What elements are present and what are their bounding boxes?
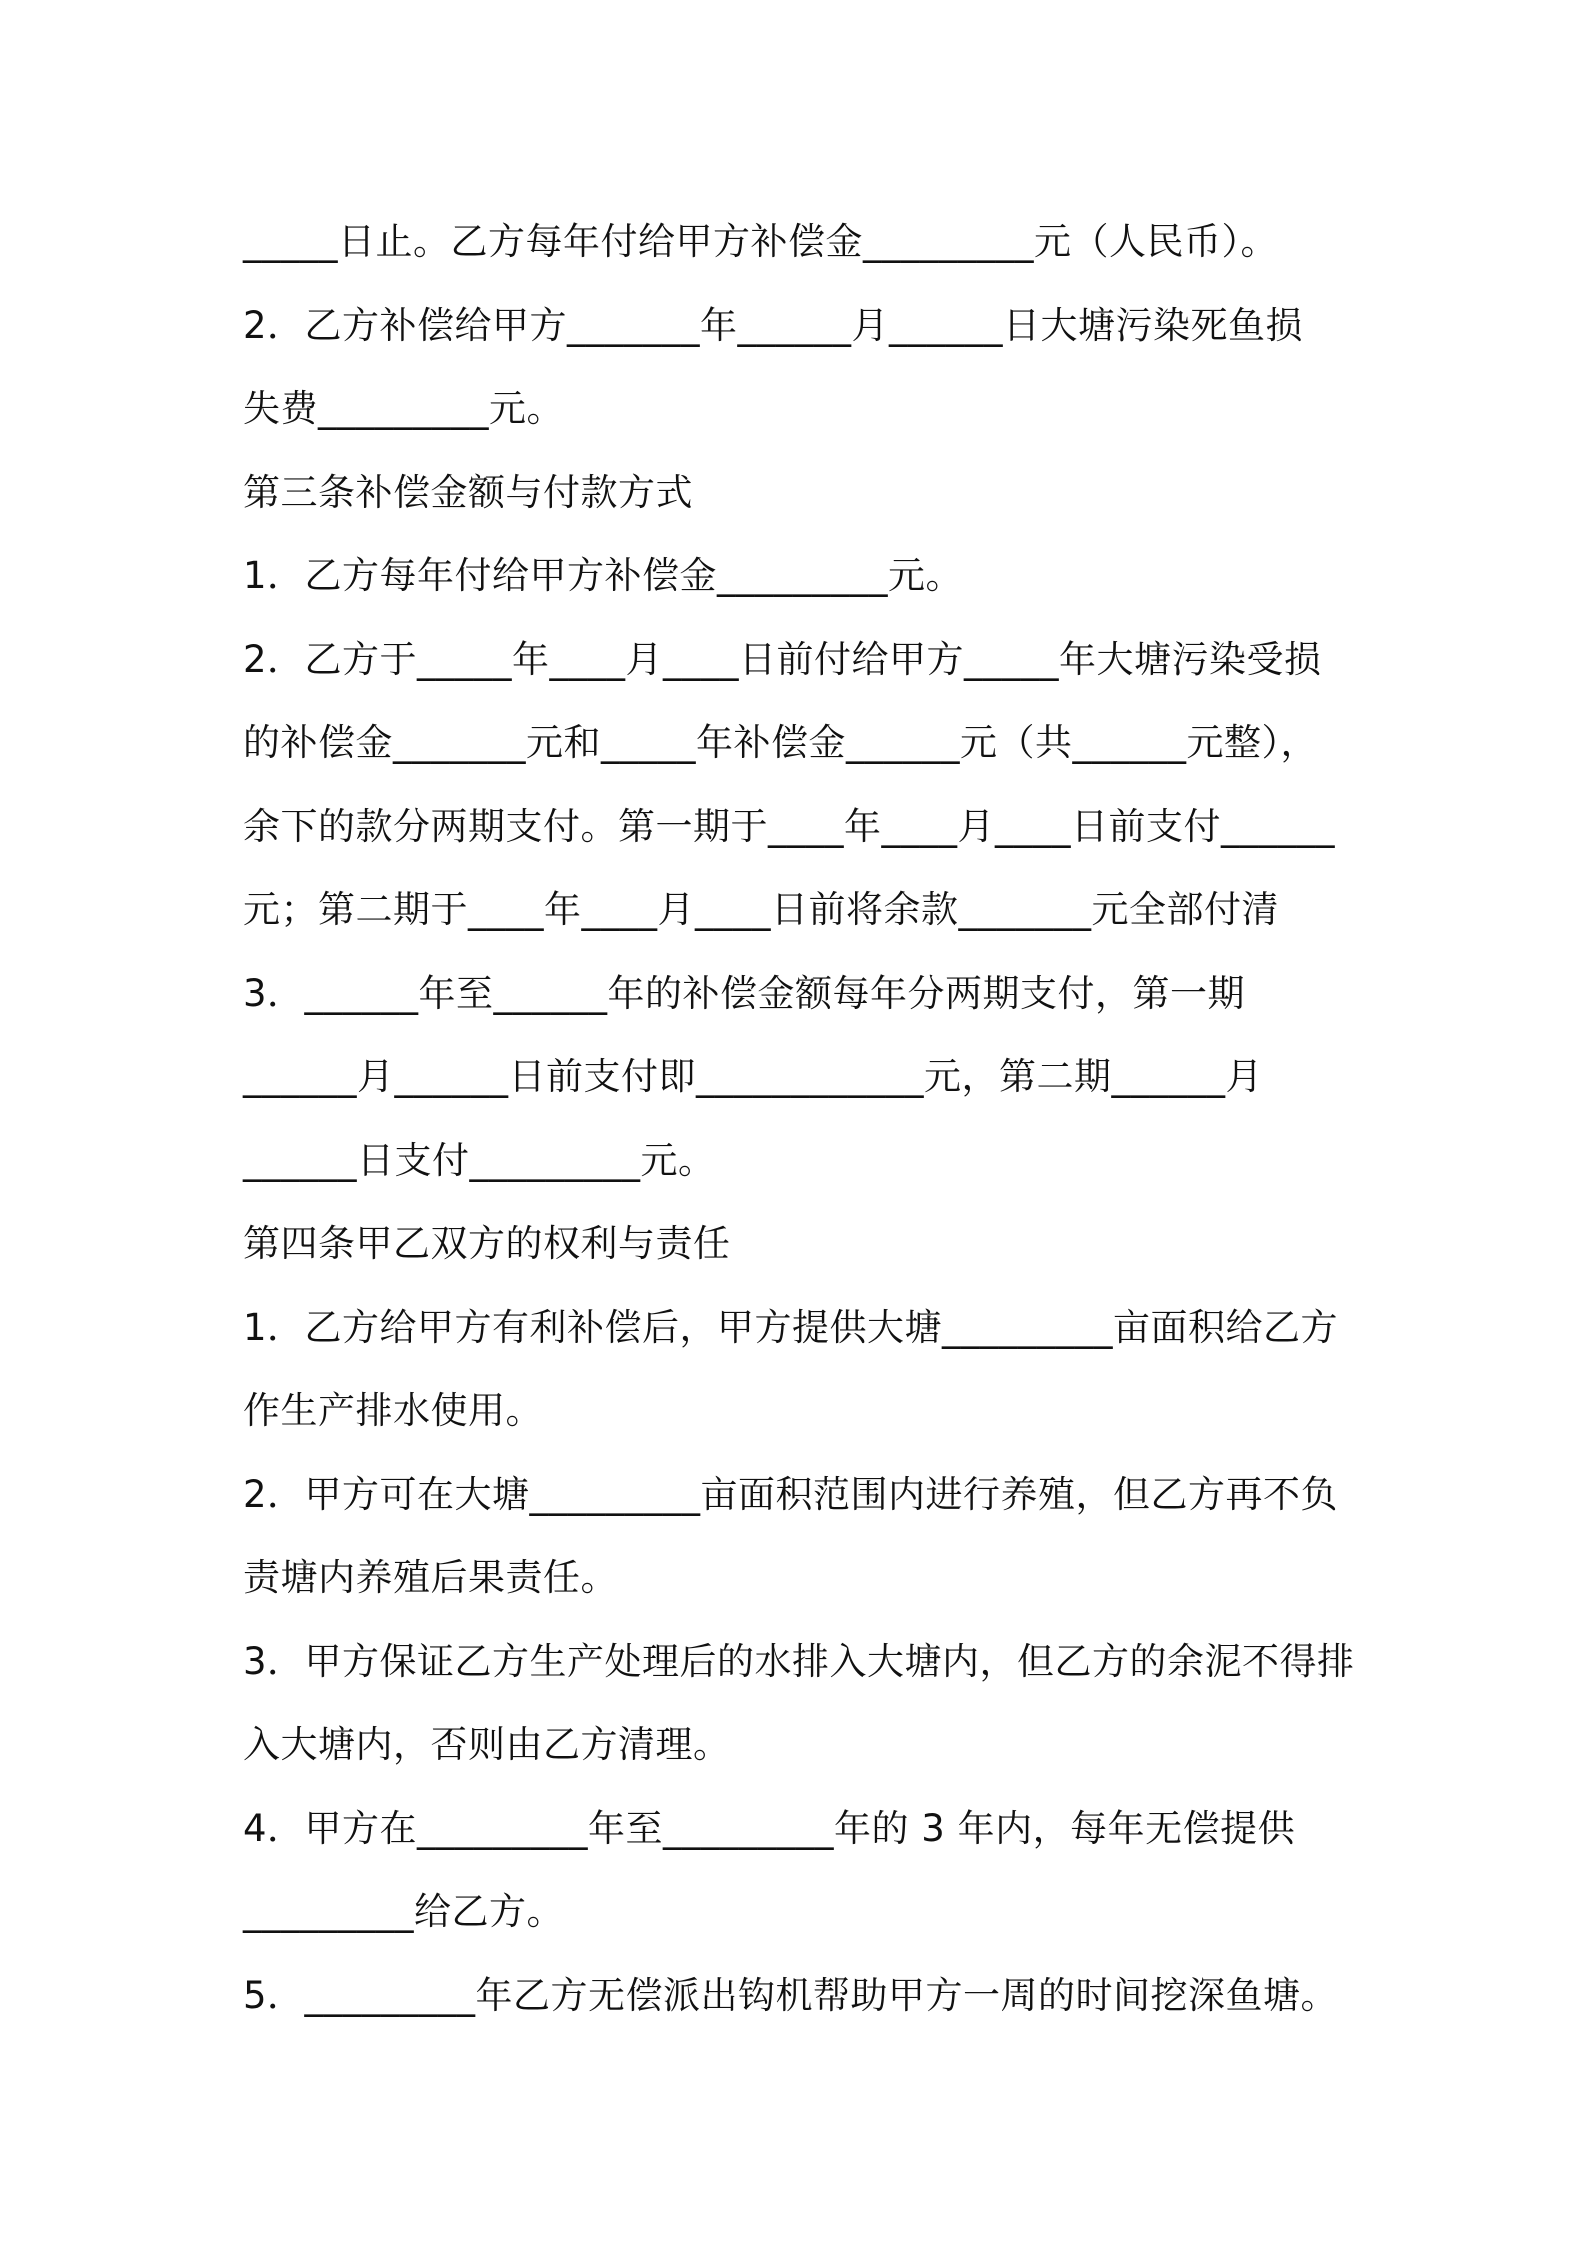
text-line: 3．______年至______年的补偿金额每年分两期支付，第一期 <box>243 971 1246 1015</box>
text-line: 责塘内养殖后果责任。 <box>243 1556 618 1599</box>
text-line: 2．乙方于_____年____月____日前付给甲方_____年大塘污染受损 <box>243 637 1322 681</box>
section-heading: 第四条甲乙双方的权利与责任 <box>243 1222 731 1265</box>
text-line: 3．甲方保证乙方生产处理后的水排入大塘内，但乙方的余泥不得排 <box>243 1639 1355 1683</box>
text-line: 失费_________元。 <box>243 387 564 430</box>
text-line: 1．乙方每年付给甲方补偿金_________元。 <box>243 554 964 597</box>
text-line: 的补偿金_______元和_____年补偿金______元（共______元整）， <box>243 721 1318 764</box>
text-line: 2．甲方可在大塘_________亩面积范围内进行养殖，但乙方再不负 <box>243 1472 1339 1516</box>
text-line: ______月______日前支付即____________元，第二期______月 <box>243 1055 1263 1098</box>
text-line: 作生产排水使用。 <box>243 1389 543 1432</box>
text-line: _________给乙方。 <box>243 1890 564 1933</box>
text-line: 2．乙方补偿给甲方_______年______月______日大塘污染死鱼损 <box>243 303 1304 347</box>
text-line: 入大塘内，否则由乙方清理。 <box>243 1723 731 1766</box>
text-line: _____日止。乙方每年付给甲方补偿金_________元（人民币）。 <box>243 220 1278 263</box>
text-line: 1．乙方给甲方有利补偿后，甲方提供大塘_________亩面积给乙方 <box>243 1305 1339 1349</box>
text-line: 余下的款分两期支付。第一期于____年____月____日前支付______ <box>243 804 1335 848</box>
text-line: 5．_________年乙方无偿派出钩机帮助甲方一周的时间挖深鱼塘。 <box>243 1973 1339 2017</box>
section-heading: 第三条补偿金额与付款方式 <box>243 470 693 514</box>
text-line: 元；第二期于____年____月____日前将余款_______元全部付清 <box>243 888 1279 931</box>
document-page <box>243 200 1363 2037</box>
text-line: ______日支付_________元。 <box>243 1138 716 1182</box>
text-line: 4．甲方在_________年至_________年的 3 年内，每年无偿提供 <box>243 1806 1296 1850</box>
